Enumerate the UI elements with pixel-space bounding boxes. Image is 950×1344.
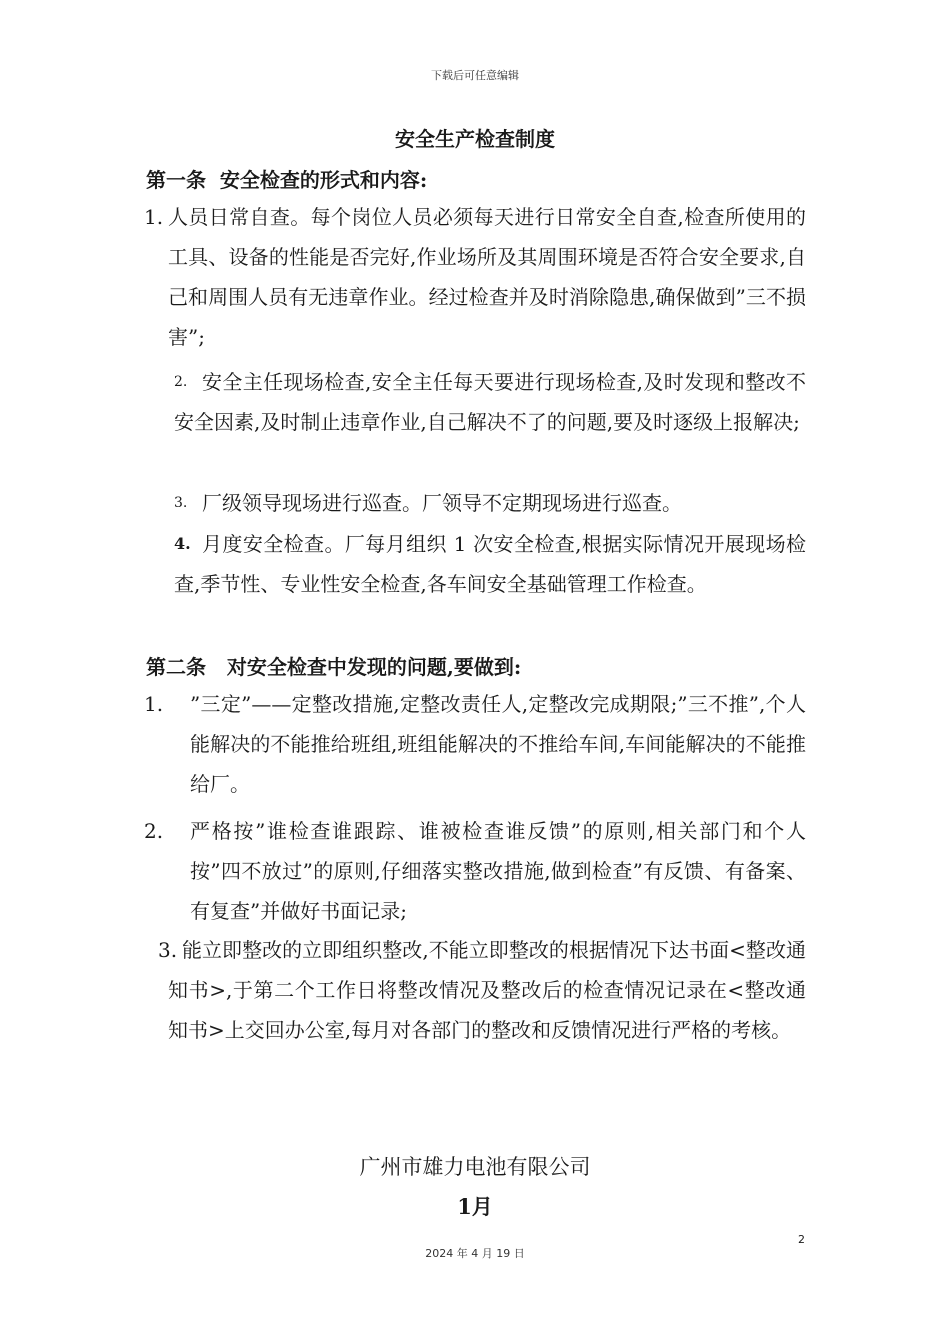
- list-item-text: 能立即整改的立即组织整改,不能立即整改的根据情况下达书面<整改通知书>,于第二个工作日将整改情况及整改后的检查情况记录在<整改通知书>上交回办公室,每月对各部门的整改和反馈情况进行严格的考核。: [168, 938, 806, 1042]
- footer-date: 2024 年 4 月 19 日: [425, 1247, 525, 1260]
- list-item-number: 3.: [158, 938, 178, 962]
- list-item: [174, 483, 806, 523]
- header-note: 下载后可任意编辑: [431, 69, 519, 82]
- list-item: [144, 684, 806, 804]
- list-item-number: 1.: [144, 692, 164, 716]
- section-heading-2: 第二条 对安全检查中发现的问题,要做到:: [146, 655, 522, 679]
- list-item: [174, 362, 806, 442]
- list-item-number: 4.: [174, 534, 191, 553]
- list-item-text: 人员日常自查。每个岗位人员必须每天进行日常安全自查,检查所使用的工具、设备的性能是否完好,作业场所及其周围环境是否符合安全要求,自己和周围人员有无违章作业。经过检查并及时消除隐患,确保做到”三不损害”;: [168, 205, 806, 349]
- list-item-text: 厂级领导现场进行巡查。厂领导不定期现场进行巡查。: [202, 491, 682, 515]
- list-item-number: 2.: [174, 374, 188, 390]
- list-item-number: 3.: [174, 495, 188, 511]
- section-heading-1: 第一条 安全检查的形式和内容:: [146, 168, 428, 192]
- company-name: 广州市雄力电池有限公司: [359, 1155, 591, 1179]
- list-item-text: 安全主任现场检查,安全主任每天要进行现场检查,及时发现和整改不安全因素,及时制止违章作业,自己解决不了的问题,要及时逐级上报解决;: [174, 370, 806, 434]
- list-item-number: 2.: [144, 819, 164, 843]
- issue-month: 1月: [457, 1194, 493, 1219]
- list-item: [144, 811, 806, 931]
- list-item-text: 月度安全检查。厂每月组织 1 次安全检查,根据实际情况开展现场检查,季节性、专业性安全检查,各车间安全基础管理工作检查。: [174, 532, 806, 596]
- list-item: [174, 524, 806, 604]
- list-item-number: 1.: [144, 205, 164, 229]
- list-item-text: ”三定”——定整改措施,定整改责任人,定整改完成期限;”三不推”,个人能解决的不能推给班组,班组能解决的不推给车间,车间能解决的不能推给厂。: [190, 692, 806, 796]
- list-item: [158, 930, 806, 1050]
- list-item-text: 严格按”谁检查谁跟踪、谁被检查谁反馈”的原则,相关部门和个人按”四不放过”的原则,仔细落实整改措施,做到检查”有反馈、有备案、有复查”并做好书面记录;: [190, 819, 806, 923]
- document-title: 安全生产检查制度: [395, 127, 555, 151]
- list-item: [144, 197, 806, 357]
- page-number: 2: [798, 1233, 805, 1246]
